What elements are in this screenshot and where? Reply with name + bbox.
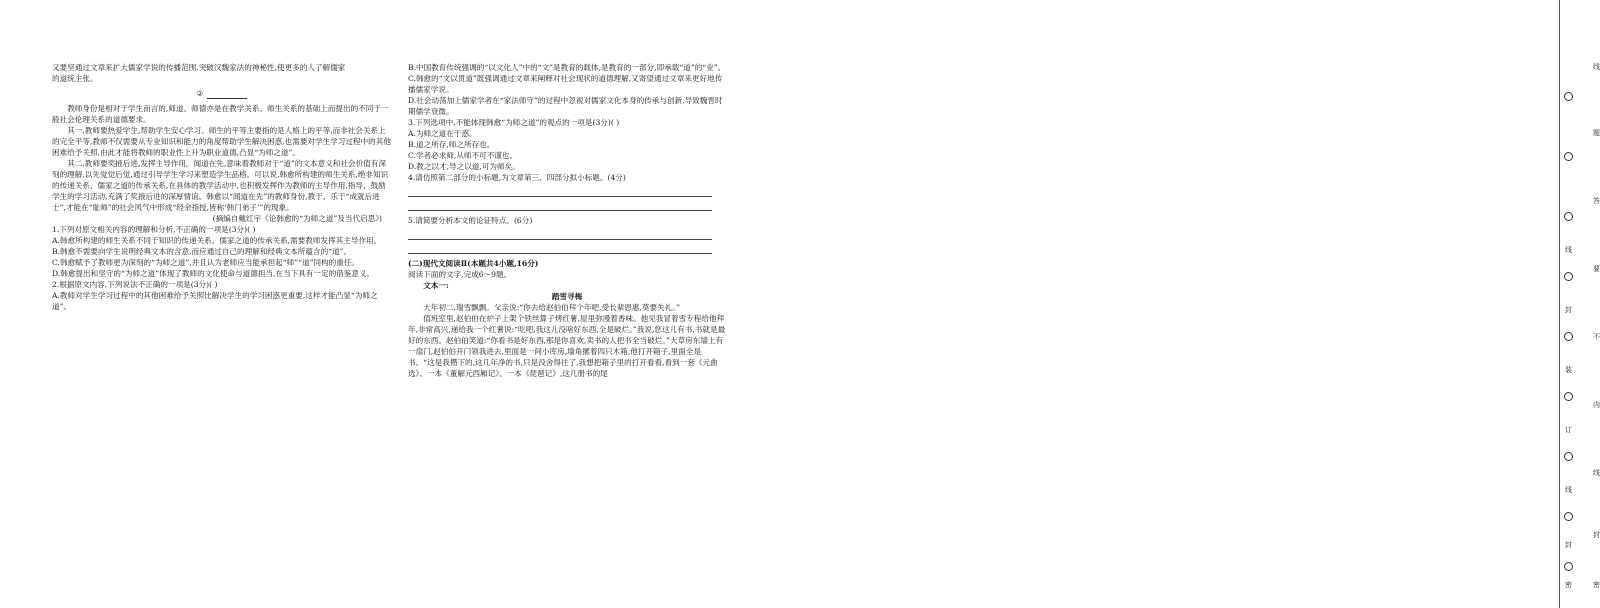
option: C.韩愈赋予了教师更为深刻的“为师之道”,并且认为老师应当能承担起“师”“道”同构的重任。 [52,258,360,267]
blank-heading [52,88,392,99]
binding-outer-label: 线 [1565,486,1572,494]
paragraph: 大年初二,瑞雪飘飘。父亲说:“你去给赵伯伯拜个年吧,受长辈恩惠,莫要失礼。” [423,303,680,312]
option: D.韩愈提出和坚守的“为师之道”体现了教师的文化使命与道德担当,在当下具有一定的借鉴意义。 [52,269,375,278]
binding-outer-label: 订 [1565,426,1572,434]
binding-label: 线 [1593,469,1600,477]
answer-line[interactable] [408,226,712,240]
option: C.韩愈的“文以贯道”既强调通过文章来阐释对社会现状的道德理解,又寄望通过文章来更好地传播儒家学说。 [408,74,723,94]
question-stem: 5.请简要分析本文的论证特点。(6分) [408,216,533,225]
text-label: 文本一: [423,281,449,290]
option: D.教之以才,导之以道,可为师矣。 [408,162,520,171]
binding-outer-label: 装 [1565,366,1572,374]
source-citation: (摘编自戴红宇《论韩愈的“为师之道”及当代启思》) [212,214,382,223]
binding-hole [1564,272,1573,281]
paragraph: 教师身份是相对于学生而言的,师道、师德亦是在教学关系、师生关系的基础上而提出的不同于一般社会伦理关系的道德要求。 [52,104,389,124]
binding-hole [1564,212,1573,221]
binding-label: 线 [1593,63,1600,71]
binding-label: 不 [1593,333,1600,341]
cut-line [1559,0,1560,608]
option: C.学者必求师,从师不可不谨也。 [408,151,518,160]
answer-line[interactable] [408,240,712,254]
binding-outer-label: 封 [1565,306,1572,314]
option: B.道之所存,师之所存也。 [408,140,495,149]
paragraph: 又要坚通过文章来扩大儒家学说的传播范围,突破汉魏家法的神秘性,使更多的人了解儒家 [52,63,346,72]
story-title: 踏雪寻梅 [551,292,583,301]
binding-label: 封 [1593,531,1600,539]
paragraph: 其一,教师要热爱学生,帮助学生安心学习。师生的平等主要指的是人格上的平等,而非社会关系上的完全平等,教师不仅需要从专业知识和能力的角度帮助学生解决困惑,也需要对学生学习过程中的其他困难给予关照,由此才能将教师的职业性上升为职业道德,凸显“为师之道”。 [52,126,391,157]
option: D.社会动荡加上儒家学者在“家法师守”的过程中忽视对儒家文化本身的传承与创新,导致魏晋时期儒学衰微。 [408,96,723,116]
binding-label: 内 [1593,401,1600,409]
binding-label: 要 [1593,265,1600,273]
binding-hole [1564,92,1573,101]
option: A.韩愈所构建的师生关系不同于知识的传递关系、儒家之道的传承关系,需要教师发挥其主导作用。 [52,236,382,245]
blank-underline [207,89,247,99]
binding-hole [1564,562,1573,571]
paragraph: 值班室里,赵伯伯在炉子上架个铁丝算子烤红薯,屋里弥漫着香味。他见我冒着雪专程给他拜年,非常高兴,递给我一个红薯说:“吃吧,我这儿没啥好东西,全是破烂。”我说,您这儿有书,书就是最好的东西。赵伯伯笑道:“你看书是好东西,那是你喜欢,卖书的人把书全当破烂。”大草房东墙上有一扇门,赵伯伯开门领我进去,里面是一间小库房,墙角摞着四只木箱,他打开箱子,里面全是书。“这是我攒下的,这几年净的书,只是没舍得往了,我想把箱子里的打开看看,看到一套《元曲选》、一本《董解元西厢记》、一本《琵琶记》,这几册书的尾 [408,314,726,378]
binding-label: 答 [1593,197,1600,205]
option: B.中国教育传统强调的“以文化人”中的“文”是教育的载体,是教育的一部分,即承载“道”的“业”。 [408,63,726,72]
binding-strip [775,0,1600,608]
right-column [408,62,726,379]
binding-outer-label: 密 [1565,581,1572,589]
binding-hole [1564,392,1573,401]
binding-label: 题 [1593,129,1600,137]
binding-outer-label: 线 [1565,246,1572,254]
section-title: (二)现代文阅读Ⅱ(本题共4小题,16分) [408,259,539,268]
question-stem: 4.请仿照第二部分的小标题,为文章第三、四部分拟小标题。(4分) [408,173,626,182]
option: B.韩愈不需要向学生说明经典文本的含意,而应通过自己的理解和经典文本所蕴含的“道”。 [52,247,352,256]
question-stem: 3.下列选项中,不能体现韩愈“为师之道”的观点的一项是(3分)( ) [408,118,620,127]
blank-label: ② [196,89,204,98]
binding-label: 密 [1593,581,1600,589]
binding-hole [1564,332,1573,341]
binding-outer-label: 封 [1565,541,1572,549]
option: A.教师对学生学习过程中的其他困难给予关照比解决学生的学习困惑更重要,这样才能凸显“为师之道”。 [52,291,378,311]
binding-hole [1564,452,1573,461]
binding-hole [1564,512,1573,521]
left-column [52,62,392,312]
question-stem: 2.根据原文内容,下列说法不正确的一项是(3分)( ) [52,280,218,289]
paragraph: 其二,教师要奖掖后进,发挥主导作用。闻道在先,意味着教师对于“道”的文本意义和社会价值有深刻的理解,以先觉觉后觉,通过引导学生学习来塑造学生品格。可以说,韩愈所构建的师生关系,绝非知识的传递关系、儒家之道的传承关系,在具体的教学活动中,也积极发挥作为教师的主导作用,指导、鼓励学生的学习活动,充满了奖掖后进的深厚情谊。韩愈以“闻道在先”的教师身份,教于、乐于“成就后进士”,才能在“耻师”的社会风气中形成“经余指授,皆称‘韩门弟子’”的现象。 [52,159,389,212]
binding-hole [1564,152,1573,161]
answer-line[interactable] [408,197,712,211]
question-stem: 1.下列对原文相关内容的理解和分析,不正确的一项是(3分)( ) [52,225,256,234]
option: A.为师之道在于惑。 [408,129,477,138]
paragraph: 的道统主张。 [52,74,98,83]
instruction: 阅读下面的文字,完成6～9题。 [408,270,512,279]
answer-line[interactable] [408,183,712,197]
